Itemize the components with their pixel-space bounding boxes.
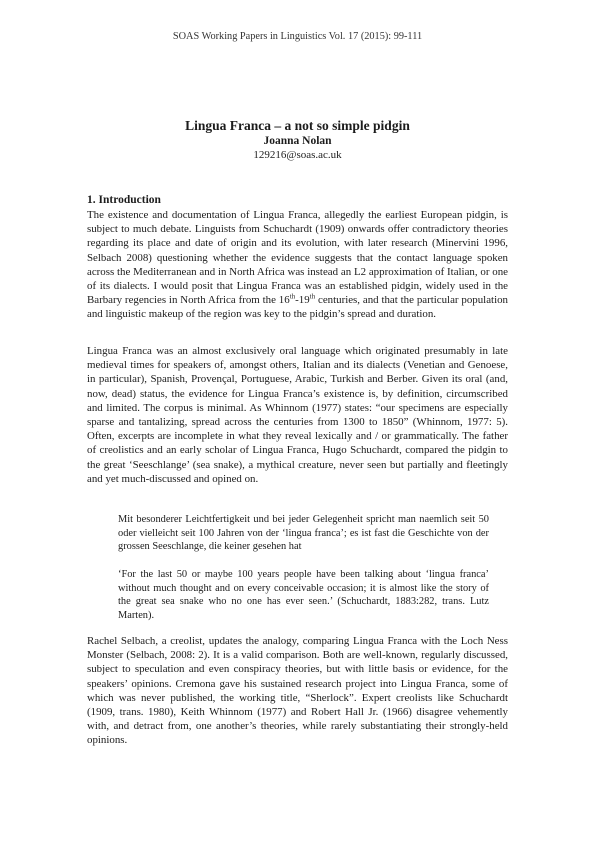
- section-heading: 1. Introduction: [87, 194, 161, 206]
- paragraph-1-text: The existence and documentation of Lingua Franca, allegedly the earliest European pidgin, is subject to much debate. Linguists from Schuchardt (1909) onwards offer contradictory theories regarding its place and date of origin and its evolution, with later research (Minervini 1996, Selbach 2008) questioning whether the evidence suggests that the contact language spoken across the Mediterranean and in North Africa was instead an L2 approximation of Italian, or one of its dialects. I would posit that Lingua Franca was an established pidgin, widely used in the Barbary regencies in North Africa from the 16: [87, 209, 508, 307]
- running-head: SOAS Working Papers in Linguistics Vol. 17 (2015): 99-111: [172, 31, 423, 42]
- superscript-th: th: [309, 292, 316, 301]
- century-range: -19: [295, 294, 310, 307]
- block-quote-english: ‘For the last 50 or maybe 100 years people have been talking about ‘lingua franca’ without much thought and on every conceivable occasion; it is almost like the story of the great sea snake who no one has ever seen.’ (Schuchardt, 1883:282, trans. Lutz Marten).: [118, 569, 489, 622]
- paper-title: Lingua Franca – a not so simple pidgin: [185, 118, 410, 133]
- superscript-th: th: [289, 292, 296, 301]
- author-email: 129216@soas.ac.uk: [253, 149, 342, 161]
- paragraph-1: [87, 208, 508, 322]
- block-quote-german: Mit besonderer Leichtfertigkeit und bei jeder Gelegenheit spricht man naemlich seit 50 oder vielleicht seit 100 Jahren von der ‘lingua franca’; es ist fast die Geschichte von der grossen Seeschlange, die keiner gesehen hat: [118, 514, 489, 553]
- paragraph-2: Lingua Franca was an almost exclusively oral language which originated presumably in late medieval times for speakers of, amongst others, Italian and its dialects (Venetian and Genoese, in particular), Spanish, Provençal, Portuguese, Arabic, Turkish and Berber. Given its oral (and, now, dead) status, the evidence for Lingua Franca’s existence is, by definition, circumscribed and limited. The corpus is minimal. As Whinnom (1977) states: “our specimens are especially sparse and tantalizing, spread across the centuries from 1300 to 1850” (Whinnom, 1977: 5). Often, excerpts are incomplete in what they reveal lexically and / or grammatically. The father of creolistics and an early scholar of Lingua Franca, Hugo Schuchardt, compared the pidgin to the great ‘Seeschlange’ (sea snake), a mythical creature, never seen but partially and fleetingly and yet much-discussed and opined on.: [87, 345, 508, 485]
- title-block: [0, 118, 595, 162]
- author-name: Joanna Nolan: [263, 135, 332, 147]
- paragraph-3: Rachel Selbach, a creolist, updates the analogy, comparing Lingua Franca with the Loch Ness Monster (Selbach, 2008: 2). It is a valid comparison. Both are well-known, regularly discussed, subject to speculation and even conspiracy theories, but with little basis or evidence, for the speakers’ opinions. Cremona gave his sustained research project into Lingua Franca, some of which was never published, the working title, “Sherlock”. Expert creolists like Schuchardt (1909, trans. 1980), Keith Whinnom (1977) and Robert Hall Jr. (1966) disagree vehemently with, and detract from, one another’s theories, while rarely substantiating their strongly-held opinions.: [87, 635, 508, 747]
- paragraph-1-text-end: centuries, and that the particular population and linguistic makeup of the region was key to the pidgin’s spread and duration.: [87, 294, 508, 321]
